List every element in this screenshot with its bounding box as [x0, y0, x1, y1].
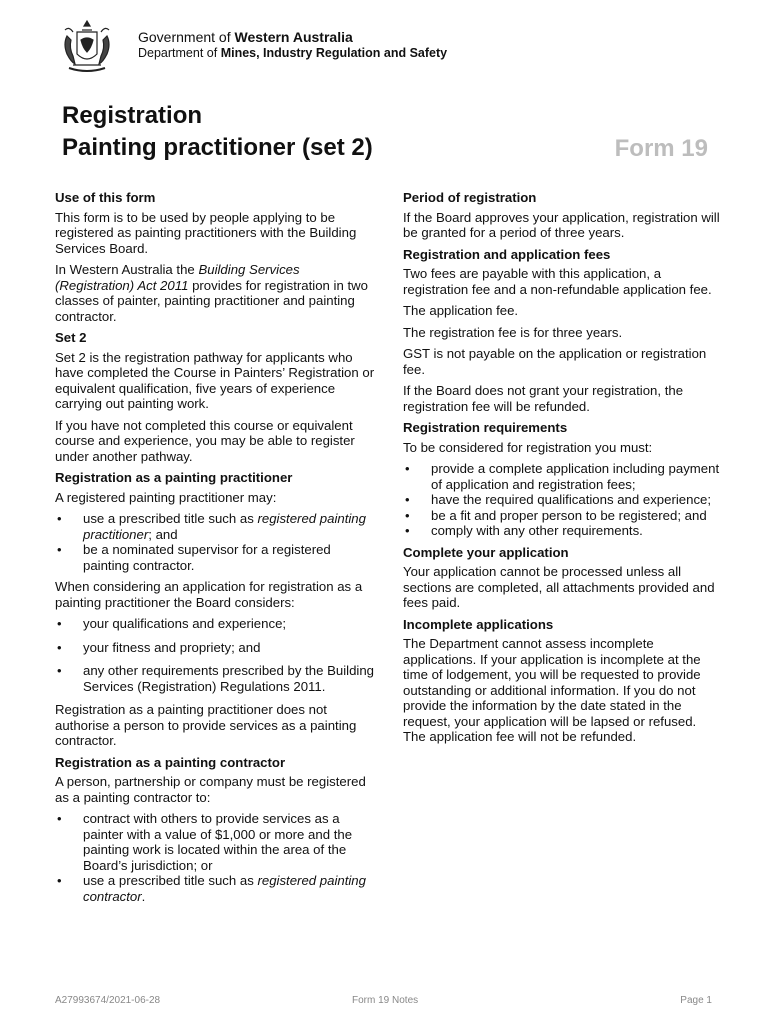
right-column	[403, 190, 721, 751]
paragraph: A person, partnership or company must be registered as a painting contractor to:	[55, 774, 366, 805]
paragraph: When considering an application for registration as a painting practitioner the Board considers:	[55, 579, 363, 610]
list-item: • provide a complete application including payment of application and registration fees;	[403, 461, 721, 492]
text-run: provides for registration in two classes of painter, painting practitioner and painting contractor.	[55, 277, 368, 324]
page-header	[55, 18, 735, 78]
paragraph: The registration fee is for three years.	[403, 324, 623, 340]
paragraph: GST is not payable on the application or registration fee.	[403, 346, 707, 377]
section-heading-period: Period of registration	[403, 190, 537, 205]
paragraph: Registration as a painting practitioner does not authorise a person to provide services as a painting contractor.	[55, 702, 357, 748]
paragraph: A registered painting practitioner may:	[55, 489, 277, 505]
form-number: Form 19	[614, 135, 708, 162]
list-item: • any other requirements prescribed by the Building Services (Registration) Regulations 2011.	[55, 663, 375, 694]
document-title	[62, 100, 373, 164]
list-item: • your fitness and propriety; and	[55, 640, 375, 656]
gov-prefix: Government of	[138, 29, 235, 45]
dept-prefix: Department of	[138, 46, 221, 60]
department-name	[138, 45, 447, 61]
list-item: • be a fit and proper person to be registered; and	[403, 508, 721, 524]
section-heading-contractor: Registration as a painting contractor	[55, 754, 286, 770]
paragraph: Set 2 is the registration pathway for applicants who have completed the Course in Painters’ Registration or equivalent qualification, five years of experience carrying out painting work.	[55, 349, 375, 411]
paragraph: The Department cannot assess incomplete applications. If your application is incomplete at the time of lodgement, you will be requested to provide outstanding or additional information. If you do not provide the information by the date stated in the request, your application will be lapsed or refused. The application fee will not be refunded.	[403, 636, 701, 744]
paragraph: The application fee.	[403, 303, 519, 318]
list-item	[55, 873, 375, 904]
paragraph: If the Board does not grant your registration, the registration fee will be refunded.	[403, 383, 684, 414]
section-heading-complete: Complete your application	[403, 544, 569, 560]
gov-name: Western Australia	[234, 29, 353, 45]
dept-name: Mines, Industry Regulation and Safety	[220, 46, 448, 60]
paragraph: Two fees are payable with this application, a registration fee and a non-refundable application fee.	[403, 266, 712, 297]
list-item: • have the required qualifications and experience;	[403, 492, 721, 508]
text-run: use a prescribed title such as	[83, 873, 258, 888]
section-heading-incomplete: Incomplete applications	[403, 616, 554, 632]
act-title: Building Services (Registration) Act 2011	[55, 262, 300, 293]
footer-form-notes: Form 19 Notes	[352, 995, 419, 1006]
practitioner-list	[55, 511, 375, 573]
government-name	[138, 29, 447, 45]
list-item: • be a nominated supervisor for a registered painting contractor.	[55, 542, 375, 573]
list-item: • comply with any other requirements.	[403, 523, 721, 539]
footer-page-number: Page 1	[680, 995, 712, 1006]
text-run: ; and	[148, 526, 178, 542]
list-item	[55, 511, 375, 542]
wa-coat-of-arms-logo	[55, 18, 119, 76]
title-line-1: Registration	[62, 102, 203, 129]
paragraph: To be considered for registration you must:	[403, 439, 653, 455]
list-item: • your qualifications and experience;	[55, 616, 375, 632]
title-italic: registered painting contractor	[83, 873, 366, 904]
paragraph: If you have not completed this course or equivalent course and experience, you may be able to register under another pathway.	[55, 417, 355, 464]
footer-doc-id: A27993674/2021-06-28	[55, 995, 161, 1006]
title-italic: registered painting practitioner	[83, 511, 366, 542]
requirements-list	[403, 461, 721, 539]
text-run: In Western Australia the	[55, 262, 199, 277]
list-item: • contract with others to provide services as a painter with a value of $1,000 or more and the painting work is located within the area of the Board’s jurisdiction; or	[55, 811, 375, 873]
section-heading-requirements: Registration requirements	[403, 420, 568, 435]
section-heading-fees: Registration and application fees	[403, 246, 611, 262]
paragraph: If the Board approves your application, registration will be granted for a period of three years.	[403, 209, 720, 240]
title-line-2: Painting practitioner (set 2)	[62, 134, 373, 161]
paragraph: Your application cannot be processed unless all sections are completed, all attachments provided and fees paid.	[403, 564, 715, 610]
paragraph: This form is to be used by people applying to be registered as painting practitioners with the Building Services Board.	[55, 209, 357, 256]
contractor-list	[55, 811, 375, 904]
left-column	[55, 190, 375, 910]
text-run: .	[141, 888, 146, 904]
considers-list	[55, 616, 375, 694]
section-heading-practitioner: Registration as a painting practitioner	[55, 470, 293, 485]
section-heading-set2: Set 2	[55, 330, 87, 345]
text-run: use a prescribed title such as	[83, 511, 258, 526]
paragraph	[55, 262, 375, 324]
section-heading-use: Use of this form	[55, 190, 156, 205]
